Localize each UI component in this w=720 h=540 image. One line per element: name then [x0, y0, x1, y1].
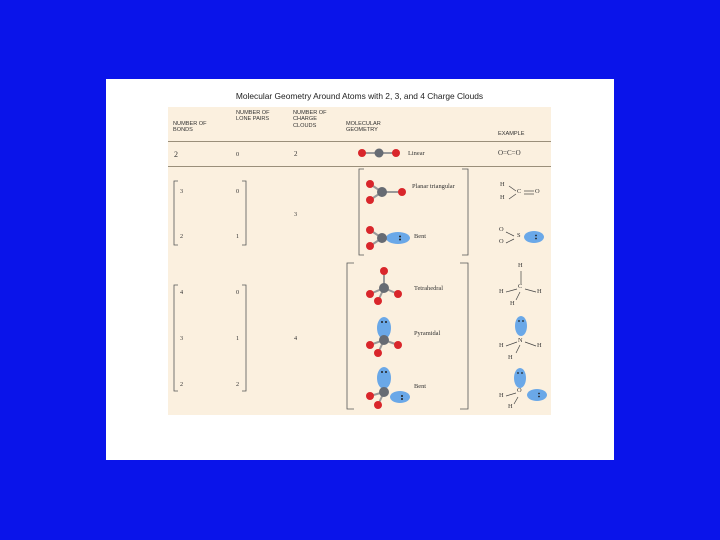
water-o: O	[517, 387, 522, 394]
group3-bracket-left	[172, 180, 180, 246]
row1-example: O=C=O	[498, 149, 521, 157]
formaldehyde-h1: H	[500, 181, 505, 188]
row6-geometry: Bent	[414, 383, 427, 390]
row6-lone-pairs: 2	[236, 381, 240, 388]
formaldehyde-c: C	[517, 188, 522, 195]
row4-geometry: Tetrahedral	[414, 285, 444, 292]
water-h-left: H	[499, 392, 504, 399]
methane-h-left: H	[499, 288, 504, 295]
table-title: Molecular Geometry Around Atoms with 2, 3, and 4 Charge Clouds	[235, 91, 484, 101]
ammonia-h-right: H	[537, 342, 542, 349]
methane-h-top: H	[518, 262, 523, 269]
planar-triangular-model	[364, 178, 408, 206]
methane-h-bottom: H	[510, 300, 515, 307]
group4-charge-clouds: 4	[294, 335, 298, 342]
ammonia-h-bottom: H	[508, 354, 513, 361]
bent-trigonal-model	[364, 224, 412, 252]
header-example: EXAMPLE	[498, 131, 525, 137]
row3-geometry: Bent	[414, 233, 427, 240]
row1-charge-clouds: 2	[294, 150, 298, 158]
row2-bonds: 3	[180, 188, 184, 195]
ammonia-n: N	[518, 337, 523, 344]
row4-lone-pairs: 0	[236, 289, 240, 296]
header-rule	[168, 141, 551, 142]
row6-bonds: 2	[180, 381, 184, 388]
formaldehyde-h2: H	[500, 194, 505, 201]
row2-geometry: Planar triangular	[412, 183, 455, 190]
formaldehyde-o: O	[535, 188, 540, 195]
header-geometry: MOLECULAR GEOMETRY	[346, 121, 381, 134]
row-rule	[168, 166, 551, 167]
example-water	[496, 364, 550, 414]
row1-geometry: Linear	[408, 150, 425, 157]
row5-lone-pairs: 1	[236, 335, 240, 342]
so2-o1: O	[499, 226, 504, 233]
row4-bonds: 4	[180, 289, 184, 296]
water-h-bottom: H	[508, 403, 513, 410]
ammonia-h-left: H	[499, 342, 504, 349]
row2-lone-pairs: 0	[236, 188, 240, 195]
row5-bonds: 3	[180, 335, 184, 342]
group4-bracket-left	[172, 284, 180, 392]
row1-lone-pairs: 0	[236, 151, 240, 158]
linear-model	[356, 146, 404, 160]
row3-lone-pairs: 1	[236, 233, 240, 240]
header-charge-clouds: NUMBER OF CHARGE CLOUDS	[293, 110, 327, 129]
methane-h-right: H	[537, 288, 542, 295]
row5-geometry: Pyramidal	[414, 330, 441, 337]
so2-s: S	[517, 232, 521, 239]
so2-o2: O	[499, 238, 504, 245]
group4-bracket-right	[240, 284, 248, 392]
tetrahedral-model	[364, 266, 408, 306]
header-lone-pairs: NUMBER OF LONE PAIRS	[236, 110, 270, 123]
pyramidal-model	[364, 314, 408, 358]
row3-bonds: 2	[180, 233, 184, 240]
header-bonds: NUMBER OF BONDS	[173, 121, 207, 134]
row1-bonds: 2	[174, 150, 178, 159]
group3-charge-clouds: 3	[294, 211, 298, 218]
group3-bracket-right	[240, 180, 248, 246]
bent-tetrahedral-model	[364, 364, 414, 410]
methane-c: C	[518, 283, 523, 290]
